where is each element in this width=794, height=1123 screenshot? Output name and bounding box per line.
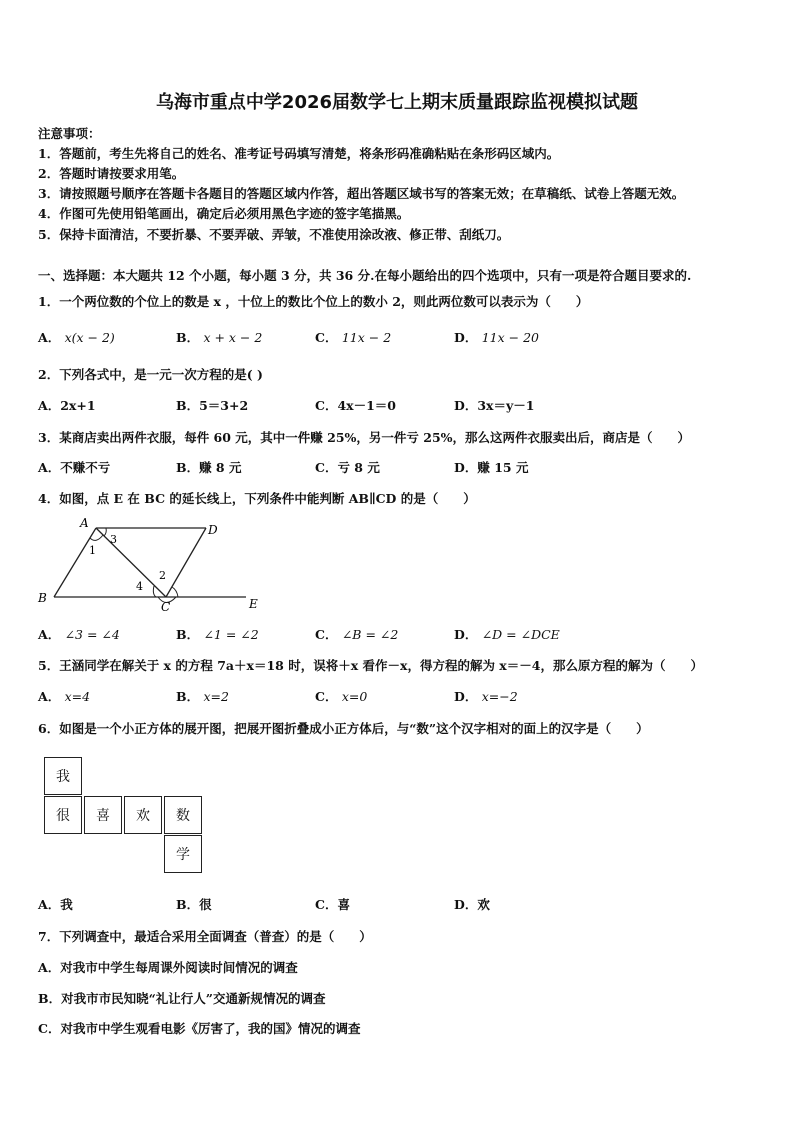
cube-net-figure (44, 757, 204, 873)
q5-option-b: B． x=2 (176, 689, 229, 704)
angle-label-4: 4 (136, 580, 143, 593)
point-label-d: D (208, 523, 218, 537)
q5-option-a: A． x=4 (38, 689, 91, 704)
page-title: 乌海市重点中学2026届数学七上期末质量跟踪监视模拟试题 (155, 92, 639, 113)
note-item: 4．作图可先使用铅笔画出，确定后必须用黑色字迹的签字笔描黑。 (38, 206, 410, 221)
q5-option-d: D． x=−2 (454, 689, 518, 704)
q2-option-b: B．5＝3+2 (176, 398, 249, 413)
q3-option-d: D．赚 15 元 (454, 460, 529, 475)
segment-dc (166, 528, 206, 597)
q4-option-c: C． ∠B = ∠2 (315, 627, 399, 642)
point-label-a: A (80, 516, 89, 530)
q2-option-a: A．2x+1 (38, 398, 96, 413)
point-label-b: B (38, 591, 47, 605)
q4-option-d: D． ∠D = ∠DCE (454, 627, 560, 642)
point-label-c: C (161, 600, 171, 614)
q1-option-a: A． x(x − 2) (38, 330, 115, 345)
q3-option-c: C．亏 8 元 (315, 460, 380, 475)
net-cell: 欢 (124, 796, 162, 834)
note-item: 2．答题时请按要求用笔。 (38, 166, 185, 181)
segment-ac (96, 528, 166, 597)
parallelogram-figure (34, 514, 266, 614)
question-2-stem: 2．下列各式中，是一元一次方程的是( ) (38, 367, 263, 382)
angle-label-2: 2 (159, 569, 166, 582)
q6-option-b: B．很 (176, 897, 212, 912)
net-cell-bottom: 学 (164, 835, 202, 873)
q4-option-a: A． ∠3 = ∠4 (38, 627, 120, 642)
q3-option-a: A．不赚不亏 (38, 460, 111, 475)
q1-option-d: D． 11x − 20 (454, 330, 539, 345)
question-5-stem: 5．王涵同学在解关于 x 的方程 7a＋x＝18 时，误将＋x 看作－x，得方程的解为 x＝－4，那么原方程的解为（ ） (38, 658, 703, 673)
q1-option-c: C． 11x − 2 (315, 330, 392, 345)
q6-option-c: C．喜 (315, 897, 350, 912)
question-6-stem: 6．如图是一个小正方体的展开图，把展开图折叠成小正方体后，与“数”这个汉字相对的面上的汉字是（ ） (38, 721, 649, 736)
question-4-stem: 4．如图，点 E 在 BC 的延长线上，下列条件中能判断 AB∥CD 的是（ ） (38, 491, 476, 506)
q2-option-d: D．3x＝y－1 (454, 398, 535, 413)
q2-option-c: C．4x－1＝0 (315, 398, 396, 413)
net-cell-top: 我 (44, 757, 82, 795)
angle-label-3: 3 (110, 533, 117, 546)
q3-option-b: B．赚 8 元 (176, 460, 242, 475)
q7-option-c: C．对我市中学生观看电影《厉害了，我的国》情况的调查 (38, 1021, 361, 1036)
note-item: 3．请按照题号顺序在答题卡各题目的答题区域内作答，超出答题区域书写的答案无效；在草稿纸、试卷上答题无效。 (38, 186, 685, 201)
q5-option-c: C． x=0 (315, 689, 368, 704)
q6-option-d: D．欢 (454, 897, 490, 912)
question-3-stem: 3．某商店卖出两件衣服，每件 60 元，其中一件赚 25%，另一件亏 25%，那么这两件衣服卖出后，商店是（ ） (38, 430, 691, 445)
angle-label-1: 1 (89, 544, 96, 557)
point-label-e: E (249, 597, 258, 611)
net-cell: 数 (164, 796, 202, 834)
q7-option-a: A．对我市中学生每周课外阅读时间情况的调查 (38, 960, 298, 975)
angle-arc-2 (172, 587, 178, 597)
q7-option-b: B．对我市市民知晓“礼让行人”交通新规情况的调查 (38, 991, 326, 1006)
q6-option-a: A．我 (38, 897, 73, 912)
question-7-stem: 7．下列调查中，最适合采用全面调查（普查）的是（ ） (38, 929, 372, 944)
net-cell: 喜 (84, 796, 122, 834)
q4-option-b: B． ∠1 = ∠2 (176, 627, 259, 642)
note-item: 5．保持卡面清洁，不要折暴、不要弄破、弄皱，不准使用涂改液、修正带、刮纸刀。 (38, 227, 510, 242)
notes-heading: 注意事项： (38, 126, 101, 141)
note-item: 1．答题前，考生先将自己的姓名、准考证号码填写清楚，将条形码准确粘贴在条形码区域内。 (38, 146, 560, 161)
section-heading: 一、选择题：本大题共 12 个小题，每小题 3 分，共 36 分.在每小题给出的四个选项中，只有一项是符合题目要求的. (38, 268, 692, 283)
question-1-stem: 1．一个两位数的个位上的数是 x ，十位上的数比个位上的数小 2，则此两位数可以表示为（ ） (38, 294, 589, 309)
q1-option-b: B． x + x − 2 (176, 330, 263, 345)
net-cell: 很 (44, 796, 82, 834)
angle-arc-3 (104, 528, 106, 536)
